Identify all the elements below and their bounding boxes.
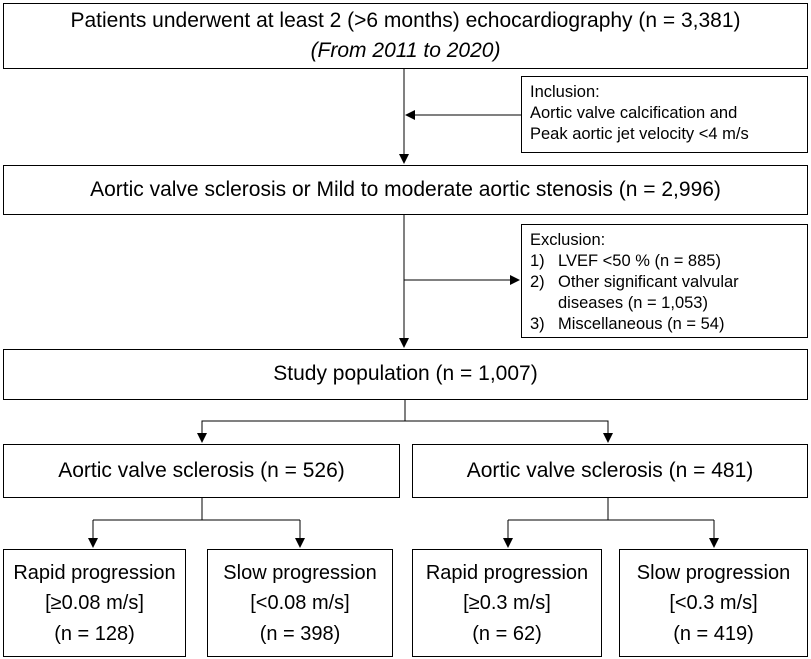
- eligible-title: Aortic valve sclerosis or Mild to moderate aortic stenosis (n = 2,996): [90, 177, 721, 201]
- leaf-count: (n = 419): [673, 623, 754, 646]
- study-population-box: [3, 349, 808, 400]
- leaf-label: Slow progression: [223, 561, 377, 584]
- exclusion-item: [530, 314, 799, 335]
- exclusion-item-text: LVEF <50 % (n = 885): [558, 252, 721, 271]
- leaf-count: (n = 128): [54, 623, 135, 646]
- eligible-box: [3, 165, 808, 215]
- leaf-label: Slow progression: [636, 561, 791, 584]
- inclusion-heading: Inclusion:: [530, 83, 600, 101]
- leaf-box-rapid-right: [412, 549, 602, 657]
- leaf-threshold: [≥0.08 m/s]: [45, 592, 144, 615]
- exclusion-item: [530, 251, 799, 272]
- branch-study: [202, 421, 608, 440]
- leaf-threshold: [<0.3 m/s]: [669, 592, 758, 615]
- exclusion-item-text: Other significant valvular diseases (n = 1,053): [558, 273, 739, 313]
- leaf-box-slow-left: [207, 549, 393, 657]
- group-title: Aortic valve sclerosis (n = 481): [466, 458, 754, 482]
- leaf-count: (n = 398): [259, 623, 341, 646]
- leaf-label: Rapid progression: [13, 561, 176, 584]
- leaf-threshold: [≥0.3 m/s]: [463, 592, 551, 615]
- top-box: [3, 3, 808, 69]
- leaf-box-slow-right: [619, 549, 808, 657]
- top-subtitle: (From 2011 to 2020): [310, 39, 501, 62]
- exclusion-item-number: 2): [530, 273, 545, 292]
- leaf-box-rapid-left: [3, 549, 186, 657]
- study-population-title: Study population (n = 1,007): [273, 362, 538, 386]
- exclusion-item-number: 1): [530, 252, 545, 271]
- leaf-threshold: [<0.08 m/s]: [250, 592, 350, 615]
- group-title: Aortic valve sclerosis (n = 526): [58, 458, 345, 482]
- leaf-label: Rapid progression: [425, 561, 589, 584]
- leaf-count: (n = 62): [472, 623, 542, 646]
- inclusion-line: Aortic valve calcification and: [530, 104, 738, 123]
- inclusion-line: Peak aortic jet velocity <4 m/s: [530, 125, 749, 144]
- group-box-right: [412, 444, 808, 498]
- group-box-left: [3, 444, 400, 498]
- inclusion-box: [521, 76, 808, 153]
- exclusion-box: [521, 224, 808, 338]
- exclusion-item-number: 3): [530, 315, 545, 334]
- exclusion-item: [530, 272, 799, 314]
- exclusion-heading: Exclusion:: [530, 231, 606, 249]
- exclusion-item-text: Miscellaneous (n = 54): [558, 315, 725, 334]
- top-title: Patients underwent at least 2 (>6 months) echocardiography (n = 3,381): [70, 8, 741, 32]
